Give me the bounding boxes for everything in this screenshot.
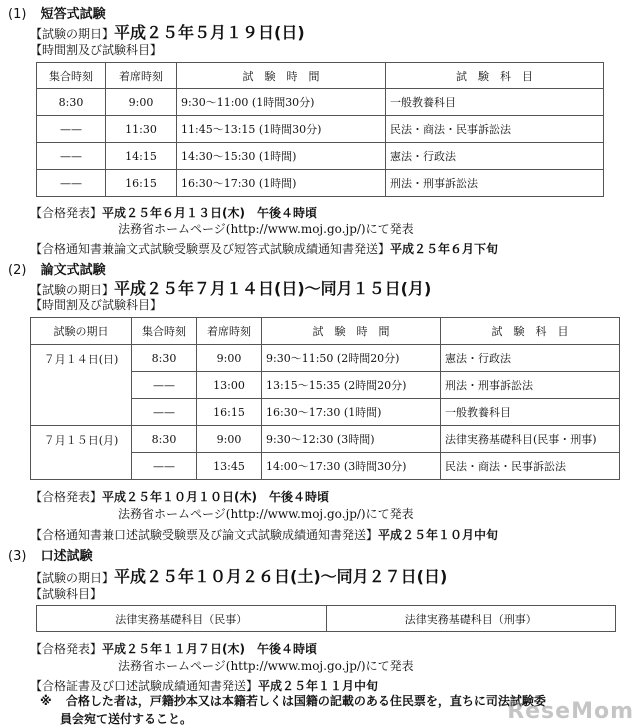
cell: 8:30 — [37, 89, 106, 116]
cell: 16:30～17:30 (1時間) — [177, 170, 386, 197]
cell: 9:30～12:30 (3時間) — [262, 426, 441, 453]
cell: 16:15 — [106, 170, 177, 197]
cell: —— — [37, 143, 106, 170]
cell: 9:30～11:00 (1時間30分) — [177, 89, 386, 116]
table-row — [37, 170, 604, 197]
cell: 11:30 — [106, 116, 177, 143]
schedule-label: 【時間割及び試験科目】 — [30, 298, 163, 312]
cell: 13:00 — [197, 372, 262, 399]
exam-date: 平成２５年１０月２６日(土)～同月２７日(日) — [114, 567, 448, 586]
section-title: 短答式試験 — [40, 7, 106, 22]
cell: —— — [132, 399, 197, 426]
cell: 16:30～17:30 (1時間) — [262, 399, 441, 426]
table-row — [37, 89, 604, 116]
announce-label: 【合格発表】 — [30, 490, 103, 504]
col-header: 試 験 時 間 — [177, 63, 386, 89]
notice-date: 平成２５年６月下旬 — [390, 242, 499, 256]
cell: —— — [132, 372, 197, 399]
notice-line — [30, 238, 498, 257]
announce-label: 【合格発表】 — [30, 206, 103, 220]
section-title: 論文式試験 — [40, 263, 106, 278]
section-title: 口述試験 — [40, 549, 93, 564]
cell: 14:30～15:30 (1時間) — [177, 143, 386, 170]
date-label: 【試験の期日】 — [30, 283, 115, 297]
note-text: 合格した者は，戸籍抄本又は本籍若しくは国籍の記載のある住民票を，直ちに司法試験委 — [65, 694, 546, 708]
subject-cell: 法律実務基礎科目（民事） — [37, 606, 327, 632]
cell: 民法・商法・民事訴訟法 — [386, 116, 604, 143]
cell: 14:15 — [106, 143, 177, 170]
cell: 一般教養科目 — [441, 399, 620, 426]
announce-line — [30, 638, 317, 657]
announce-sub: 法務省ホームページ(http://www.moj.go.jp/)にて発表 — [118, 507, 414, 521]
schedule-table-2 — [30, 317, 620, 480]
subjects-table — [36, 605, 616, 632]
col-header: 試 験 科 目 — [441, 318, 620, 345]
col-header: 集合時刻 — [132, 318, 197, 345]
notice-date: 平成２５年１１月中旬 — [258, 679, 379, 693]
cell: —— — [37, 170, 106, 197]
cell: 9:00 — [197, 426, 262, 453]
announce-sub: 法務省ホームページ(http://www.moj.go.jp/)にて発表 — [118, 659, 414, 673]
watermark-logo: ReseMom — [507, 699, 634, 724]
announce-date: 平成２５年１１月７日(木) 午後４時頃 — [102, 642, 317, 656]
cell: 憲法・行政法 — [441, 345, 620, 372]
notice-line — [30, 524, 498, 543]
cell: 一般教養科目 — [386, 89, 604, 116]
col-header: 集合時刻 — [37, 63, 106, 89]
exam-date: 平成２５年５月１９日(日) — [114, 23, 305, 42]
table-row — [31, 426, 620, 453]
announce-label: 【合格発表】 — [30, 642, 103, 656]
note-line — [40, 692, 546, 709]
schedule-label: 【時間割及び試験科目】 — [30, 43, 163, 57]
section-number: (1) — [8, 7, 27, 22]
cell: 法律実務基礎科目(民事・刑事) — [441, 426, 620, 453]
cell: —— — [37, 116, 106, 143]
notice-label: 【合格通知書兼論文式試験受験票及び短答式試験成績通知書発送】 — [30, 242, 391, 256]
section-number: (2) — [8, 263, 27, 278]
note-mark: ※ — [40, 694, 52, 708]
cell: 9:00 — [106, 89, 177, 116]
date-label: 【試験の期日】 — [30, 571, 115, 585]
notice-label: 【合格証書及び口述試験成績通知書発送】 — [30, 679, 259, 693]
announce-date: 平成２５年１０月１０日(木) 午後４時頃 — [102, 490, 329, 504]
announce-date: 平成２５年６月１３日(木) 午後４時頃 — [102, 206, 317, 220]
cell: 14:00～17:30 (3時間30分) — [262, 453, 441, 480]
cell: 刑法・刑事訴訟法 — [386, 170, 604, 197]
cell: 8:30 — [132, 426, 197, 453]
note-line-2: 員会宛て送付すること。 — [60, 712, 193, 726]
table-row — [31, 345, 620, 372]
cell: 刑法・刑事訴訟法 — [441, 372, 620, 399]
notice-date: 平成２５年１０月中旬 — [378, 528, 499, 542]
cell: 13:15～15:35 (2時間20分) — [262, 372, 441, 399]
announce-sub: 法務省ホームページ(http://www.moj.go.jp/)にて発表 — [118, 222, 414, 236]
exam-date-line — [30, 564, 447, 587]
table-row — [37, 116, 604, 143]
cell: 8:30 — [132, 345, 197, 372]
cell: 9:30～11:50 (2時間20分) — [262, 345, 441, 372]
announce-line — [30, 486, 329, 505]
cell: 民法・商法・民事訴訟法 — [441, 453, 620, 480]
section-number: (3) — [8, 549, 27, 564]
cell: 13:45 — [197, 453, 262, 480]
exam-day: ７月１４日(日) — [31, 345, 132, 426]
exam-day: ７月１５日(月) — [31, 426, 132, 480]
col-header: 着席時刻 — [106, 63, 177, 89]
cell: —— — [132, 453, 197, 480]
col-header: 試験の期日 — [31, 318, 132, 345]
cell: 16:15 — [197, 399, 262, 426]
section-3-heading — [8, 545, 93, 564]
cell: 9:00 — [197, 345, 262, 372]
exam-date: 平成２５年７月１４日(日)～同月１５日(月) — [114, 279, 432, 298]
schedule-table-1 — [36, 62, 604, 197]
col-header: 試 験 時 間 — [262, 318, 441, 345]
table-row — [37, 143, 604, 170]
cell: 憲法・行政法 — [386, 143, 604, 170]
subject-cell: 法律実務基礎科目（刑事） — [326, 606, 616, 632]
subjects-label: 【試験科目】 — [30, 587, 103, 601]
cell: 11:45～13:15 (1時間30分) — [177, 116, 386, 143]
col-header: 試 験 科 目 — [386, 63, 604, 89]
exam-date-line — [30, 20, 305, 43]
announce-line — [30, 202, 317, 221]
notice-label: 【合格通知書兼口述試験受験票及び論文式試験成績通知書発送】 — [30, 528, 379, 542]
col-header: 着席時刻 — [197, 318, 262, 345]
date-label: 【試験の期日】 — [30, 27, 115, 41]
